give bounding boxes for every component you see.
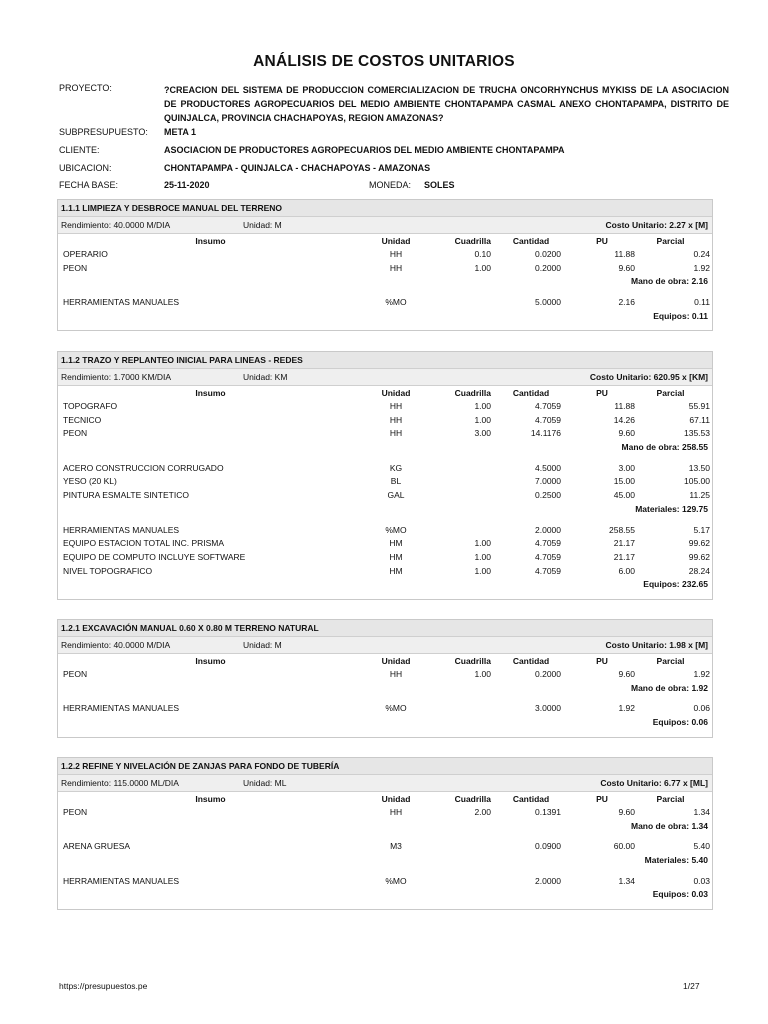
cell-pu: 9.60 (618, 669, 635, 679)
cell-parcial: 13.50 (688, 462, 710, 473)
section-info (58, 369, 712, 386)
cell-pu: 11.88 (614, 249, 635, 259)
cell-parcial: 99.62 (688, 551, 710, 562)
cell-cantidad: 7.0000 (535, 476, 561, 487)
cell-cuadrilla: 1.00 (474, 401, 491, 411)
subtotal-value: Mano de obra: 258.55 (621, 442, 708, 453)
apu-section (57, 199, 713, 331)
cell-unidad: HH (389, 262, 403, 273)
cell-parcial: 0.03 (693, 875, 710, 886)
cell-parcial: 1.92 (693, 669, 710, 679)
cell-insumo: PEON (63, 669, 88, 679)
column-header (58, 386, 712, 400)
cell-insumo: HERRAMIENTAS MANUALES (63, 703, 180, 714)
cell-cantidad: 4.7059 (535, 565, 561, 576)
cell-parcial: 1.34 (693, 807, 710, 817)
col-pu: PU (596, 388, 608, 398)
col-cuadrilla: Cuadrilla (454, 388, 491, 398)
table-row (58, 296, 712, 310)
cell-parcial: 0.11 (694, 297, 710, 308)
cell-unidad: %MO (385, 297, 407, 308)
cell-unidad: HH (389, 669, 403, 679)
rendimiento: Rendimiento: 115.0000 ML/DIA (61, 778, 179, 788)
footer-url[interactable]: https://presupuestos.pe (59, 981, 148, 991)
cell-cantidad: 0.0900 (535, 841, 561, 852)
fecha-value: 25-11-2020 (164, 180, 210, 190)
cell-insumo: PINTURA ESMALTE SINTETICO (63, 490, 189, 501)
cell-pu: 6.00 (618, 565, 635, 576)
col-insumo: Insumo (195, 388, 226, 398)
costo-unitario: Costo Unitario: 620.95 x [KM] (589, 372, 708, 382)
subpresupuesto-value: META 1 (164, 127, 197, 137)
subtotal-value: Mano de obra: 1.34 (631, 820, 708, 831)
cell-unidad: %MO (385, 703, 407, 714)
table-row (58, 702, 712, 716)
cell-insumo: ARENA GRUESA (63, 841, 131, 852)
table-row (58, 262, 712, 276)
section-end-spacer (58, 730, 712, 737)
section-title: 1.2.1 EXCAVACIÓN MANUAL 0.60 X 0.80 M TERRENO NATURAL (58, 620, 712, 637)
cell-unidad: M3 (390, 841, 402, 852)
proyecto-value: ?CREACION DEL SISTEMA DE PRODUCCION COMERCIALIZACION DE TRUCHA ONCORHYNCHUS MYKISS DE LA ASOCIACION DE PRODUCTORES AGROPECUARIOS DEL MEDIO AMBIENTE CHONTAPAMPA CASMAL ANEXO CHONTAPAMPA, DISTRITO DE QUINJALCA, PROVINCIA CHACHAPOYAS, REGION AMAZONAS? (164, 85, 729, 123)
ubicacion-label: UBICACION: (59, 163, 112, 173)
group-subtotal (58, 682, 712, 696)
col-unidad: Unidad (381, 794, 411, 804)
cell-unidad: %MO (385, 875, 407, 886)
cell-cantidad: 4.7059 (535, 414, 561, 425)
subtotal-value: Equipos: 0.06 (652, 717, 708, 728)
cell-cantidad: 14.1176 (530, 428, 561, 439)
group-subtotal (58, 275, 712, 289)
cell-parcial: 105.00 (684, 476, 710, 487)
cell-insumo: OPERARIO (63, 249, 108, 259)
subtotal-value: Materiales: 129.75 (635, 503, 708, 514)
cell-parcial: 5.40 (693, 841, 710, 852)
cell-insumo: NIVEL TOPOGRAFICO (63, 565, 153, 576)
section-end-spacer (58, 592, 712, 599)
rendimiento: Rendimiento: 40.0000 M/DIA (61, 640, 171, 650)
col-cantidad: Cantidad (512, 656, 550, 666)
group-spacer (58, 455, 712, 462)
cell-cuadrilla: 1.00 (474, 414, 491, 425)
cell-parcial: 67.11 (689, 414, 710, 425)
cell-insumo: PEON (63, 428, 88, 439)
col-pu: PU (596, 656, 608, 666)
cell-parcial: 11.25 (689, 490, 710, 501)
proyecto-label: PROYECTO: (59, 83, 112, 93)
col-unidad: Unidad (381, 388, 411, 398)
cell-parcial: 99.62 (688, 538, 710, 549)
cell-cuadrilla: 1.00 (474, 538, 491, 549)
section-end-spacer (58, 902, 712, 909)
table-row (58, 875, 712, 889)
cell-cantidad: 4.5000 (535, 462, 561, 473)
cell-pu: 11.88 (614, 401, 635, 411)
table-row (58, 462, 712, 476)
cell-unidad: GAL (387, 490, 405, 501)
cell-cantidad: 4.7059 (535, 551, 561, 562)
cell-cuadrilla: 3.00 (474, 428, 491, 439)
costo-unitario: Costo Unitario: 1.98 x [M] (605, 640, 708, 650)
cell-pu: 9.60 (618, 428, 635, 439)
cell-cuadrilla: 1.00 (474, 551, 491, 562)
group-subtotal (58, 310, 712, 324)
section-title: 1.1.2 TRAZO Y REPLANTEO INICIAL PARA LINEAS - REDES (58, 352, 712, 369)
cell-parcial: 0.24 (693, 249, 710, 259)
cell-pu: 9.60 (618, 807, 635, 817)
subtotal-value: Equipos: 0.03 (652, 889, 708, 900)
moneda-label: MONEDA: (369, 180, 412, 190)
col-unidad: Unidad (381, 236, 411, 246)
section-title: 1.1.1 LIMPIEZA Y DESBROCE MANUAL DEL TERRENO (58, 200, 712, 217)
cell-cantidad: 4.7059 (535, 538, 561, 549)
table-row (58, 427, 712, 441)
costo-unitario: Costo Unitario: 2.27 x [M] (605, 220, 708, 230)
col-cuadrilla: Cuadrilla (454, 656, 491, 666)
cell-cuadrilla: 2.00 (474, 807, 491, 817)
section-info (58, 217, 712, 234)
cell-cantidad: 5.0000 (535, 297, 561, 308)
cell-unidad: %MO (385, 524, 407, 535)
table-row (58, 414, 712, 428)
cell-parcial: 5.17 (693, 524, 710, 535)
rendimiento: Rendimiento: 40.0000 M/DIA (61, 220, 171, 230)
cell-insumo: YESO (20 KL) (63, 476, 117, 487)
table-row (58, 475, 712, 489)
cell-parcial: 28.24 (688, 565, 710, 576)
cell-insumo: TECNICO (63, 414, 102, 425)
table-row (58, 668, 712, 682)
cell-pu: 14.26 (613, 414, 635, 425)
moneda-value: SOLES (424, 180, 455, 190)
cell-unidad: HM (389, 565, 403, 576)
unidad: Unidad: M (243, 640, 282, 650)
cell-unidad: HH (389, 401, 403, 411)
cell-unidad: HM (389, 538, 403, 549)
group-spacer (58, 289, 712, 296)
subpresupuesto-label: SUBPRESUPUESTO: (59, 127, 148, 137)
apu-section (57, 619, 713, 738)
cell-pu: 2.16 (618, 297, 635, 308)
cell-pu: 3.00 (618, 462, 635, 473)
group-spacer (58, 868, 712, 875)
cell-insumo: HERRAMIENTAS MANUALES (63, 297, 180, 308)
cell-insumo: TOPOGRAFO (63, 401, 118, 411)
unidad: Unidad: KM (243, 372, 288, 382)
subtotal-value: Equipos: 232.65 (643, 579, 708, 590)
fecha-label: FECHA BASE: (59, 180, 119, 190)
section-end-spacer (58, 323, 712, 330)
col-parcial: Parcial (656, 656, 685, 666)
cell-pu: 1.92 (618, 703, 635, 714)
cell-cantidad: 4.7059 (535, 401, 561, 411)
subtotal-value: Mano de obra: 1.92 (631, 682, 708, 693)
subtotal-value: Equipos: 0.11 (653, 310, 708, 321)
col-parcial: Parcial (656, 388, 685, 398)
col-insumo: Insumo (195, 656, 226, 666)
group-subtotal (58, 716, 712, 730)
col-parcial: Parcial (656, 236, 685, 246)
group-subtotal (58, 441, 712, 455)
cell-insumo: HERRAMIENTAS MANUALES (63, 875, 180, 886)
table-row (58, 551, 712, 565)
cell-pu: 21.17 (613, 551, 635, 562)
cell-cantidad: 0.0200 (535, 249, 561, 259)
costo-unitario: Costo Unitario: 6.77 x [ML] (600, 778, 708, 788)
group-subtotal (58, 854, 712, 868)
col-unidad: Unidad (381, 656, 411, 666)
cell-parcial: 0.06 (693, 703, 710, 714)
table-row (58, 840, 712, 854)
apu-section (57, 351, 713, 600)
col-insumo: Insumo (195, 794, 226, 804)
cell-pu: 1.34 (618, 875, 635, 886)
group-spacer (58, 833, 712, 840)
table-row (58, 400, 712, 414)
cell-parcial: 135.53 (684, 428, 710, 439)
cliente-value: ASOCIACION DE PRODUCTORES AGROPECUARIOS DEL MEDIO AMBIENTE CHONTAPAMPA (164, 145, 565, 155)
page-number: 1/27 (683, 981, 700, 991)
cell-pu: 45.00 (613, 490, 635, 501)
col-cantidad: Cantidad (512, 794, 550, 804)
group-subtotal (58, 820, 712, 834)
cell-cantidad: 0.2000 (535, 669, 561, 679)
rendimiento: Rendimiento: 1.7000 KM/DIA (61, 372, 172, 382)
cell-cuadrilla: 1.00 (474, 669, 491, 679)
apu-section (57, 757, 713, 910)
section-info (58, 775, 712, 792)
col-cuadrilla: Cuadrilla (454, 794, 491, 804)
cell-insumo: ACERO CONSTRUCCION CORRUGADO (63, 462, 224, 473)
cell-cuadrilla: 1.00 (474, 565, 491, 576)
cell-parcial: 55.91 (688, 401, 710, 411)
col-pu: PU (596, 236, 608, 246)
cell-pu: 258.55 (609, 524, 635, 535)
cell-unidad: BL (390, 476, 402, 487)
col-cantidad: Cantidad (512, 388, 550, 398)
column-header (58, 792, 712, 806)
cell-insumo: PEON (63, 262, 88, 273)
cell-cantidad: 0.2000 (535, 262, 561, 273)
cell-unidad: KG (389, 462, 403, 473)
cell-cantidad: 2.0000 (535, 875, 561, 886)
ubicacion-value: CHONTAPAMPA - QUINJALCA - CHACHAPOYAS - AMAZONAS (164, 163, 431, 173)
section-title: 1.2.2 REFINE Y NIVELACIÓN DE ZANJAS PARA FONDO DE TUBERÍA (58, 758, 712, 775)
group-spacer (58, 517, 712, 524)
cell-cantidad: 0.1391 (535, 807, 561, 817)
col-cuadrilla: Cuadrilla (454, 236, 491, 246)
table-row (58, 537, 712, 551)
col-cantidad: Cantidad (512, 236, 550, 246)
cell-insumo: PEON (63, 807, 88, 817)
cell-parcial: 1.92 (693, 262, 710, 273)
group-spacer (58, 695, 712, 702)
col-parcial: Parcial (656, 794, 685, 804)
col-insumo: Insumo (195, 236, 226, 246)
subtotal-value: Materiales: 5.40 (644, 855, 708, 866)
cell-unidad: HH (389, 807, 403, 817)
cell-insumo: EQUIPO DE COMPUTO INCLUYE SOFTWARE (63, 551, 246, 562)
table-row (58, 524, 712, 538)
cell-unidad: HH (389, 249, 403, 259)
table-row (58, 489, 712, 503)
column-header (58, 654, 712, 668)
cell-insumo: EQUIPO ESTACION TOTAL INC. PRISMA (63, 538, 225, 549)
cell-cantidad: 3.0000 (535, 703, 561, 714)
page-title: ANÁLISIS DE COSTOS UNITARIOS (253, 53, 515, 70)
col-pu: PU (596, 794, 608, 804)
group-subtotal (58, 578, 712, 592)
table-row (58, 565, 712, 579)
column-header (58, 234, 712, 248)
table-row (58, 806, 712, 820)
cell-cuadrilla: 1.00 (474, 262, 491, 273)
group-subtotal (58, 888, 712, 902)
cell-insumo: HERRAMIENTAS MANUALES (63, 524, 180, 535)
unidad: Unidad: M (243, 220, 282, 230)
cliente-label: CLIENTE: (59, 145, 100, 155)
cell-unidad: HM (389, 551, 403, 562)
subtotal-value: Mano de obra: 2.16 (631, 276, 708, 287)
table-row (58, 248, 712, 262)
cell-cuadrilla: 0.10 (474, 249, 491, 259)
cell-cantidad: 2.0000 (535, 524, 561, 535)
cell-pu: 60.00 (613, 841, 635, 852)
unidad: Unidad: ML (243, 778, 287, 788)
cell-pu: 21.17 (613, 538, 635, 549)
cell-pu: 9.60 (618, 262, 635, 273)
cell-pu: 15.00 (613, 476, 635, 487)
section-info (58, 637, 712, 654)
cell-cantidad: 0.2500 (535, 490, 561, 501)
cell-unidad: HH (389, 414, 403, 425)
cell-unidad: HH (389, 428, 403, 439)
group-subtotal (58, 503, 712, 517)
